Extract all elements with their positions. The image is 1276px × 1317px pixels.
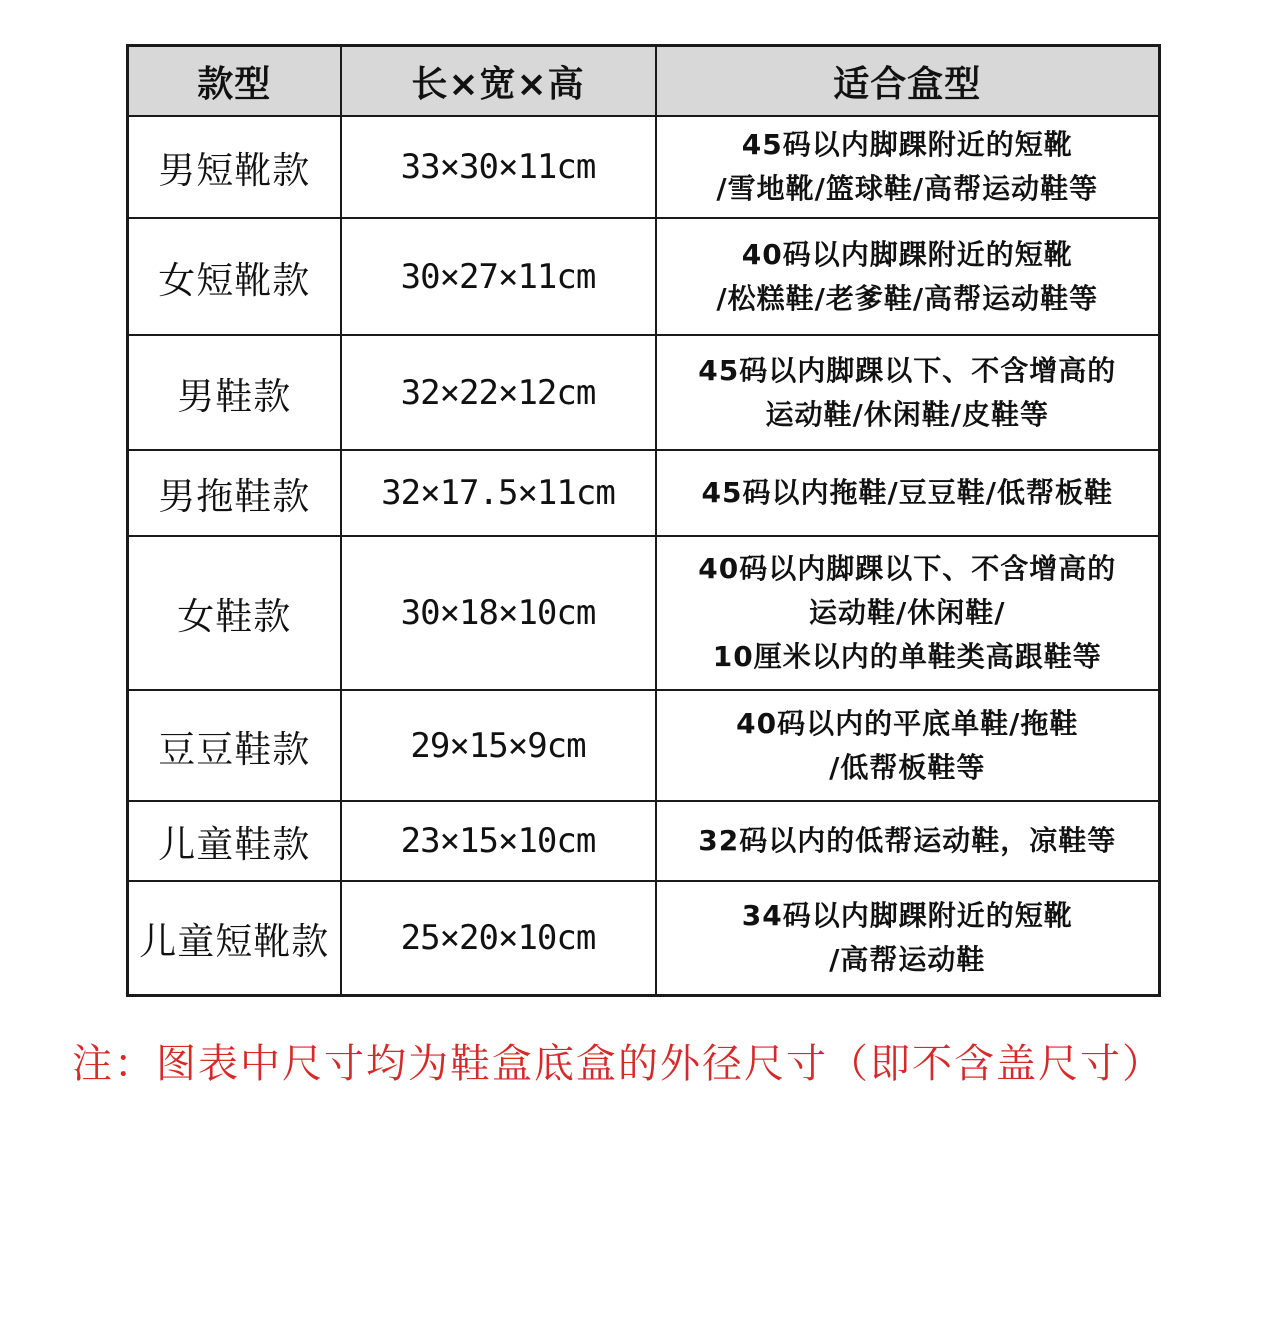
fit-cell [656, 116, 1160, 218]
dimensions-cell: 33×30×11cm [341, 116, 656, 218]
table-row [128, 536, 1160, 690]
table-row [128, 335, 1160, 450]
fit-line: 32码以内的低帮运动鞋，凉鞋等 [698, 824, 1117, 857]
fit-cell [656, 536, 1160, 690]
fit-cell [656, 690, 1160, 801]
style-cell: 儿童鞋款 [128, 801, 341, 881]
table-row [128, 116, 1160, 218]
dimensions-cell: 32×17.5×11cm [341, 450, 656, 536]
fit-cell [656, 450, 1160, 536]
style-cell: 豆豆鞋款 [128, 690, 341, 801]
table-row [128, 690, 1160, 801]
fit-line: 40码以内脚踝以下、不含增高的 [698, 552, 1117, 585]
shoe-box-size-table [126, 44, 1161, 997]
style-cell: 男拖鞋款 [128, 450, 341, 536]
fit-cell [656, 218, 1160, 335]
dimensions-cell: 32×22×12cm [341, 335, 656, 450]
dimensions-cell: 30×27×11cm [341, 218, 656, 335]
table-row [128, 881, 1160, 995]
style-cell: 男鞋款 [128, 335, 341, 450]
style-cell: 女短靴款 [128, 218, 341, 335]
fit-line: 34码以内脚踝附近的短靴 [741, 898, 1073, 932]
fit-line: 45码以内脚踝以下、不含增高的 [698, 353, 1117, 387]
style-cell: 儿童短靴款 [128, 881, 341, 995]
header-style: 款型 [128, 46, 341, 117]
fit-line: /松糕鞋/老爹鞋/高帮运动鞋等 [716, 281, 1099, 315]
fit-line: 40码以内的平底单鞋/拖鞋 [736, 706, 1079, 740]
dimensions-cell: 23×15×10cm [341, 801, 656, 881]
fit-line: 40码以内脚踝附近的短靴 [741, 237, 1073, 271]
style-cell: 女鞋款 [128, 536, 341, 690]
fit-line: 45码以内脚踝附近的短靴 [741, 128, 1073, 161]
header-dimensions: 长×宽×高 [341, 46, 656, 117]
dimensions-cell: 25×20×10cm [341, 881, 656, 995]
fit-cell [656, 335, 1160, 450]
table-body [128, 116, 1160, 995]
header-fit: 适合盒型 [656, 46, 1160, 117]
table-row [128, 450, 1160, 536]
fit-line: /雪地靴/篮球鞋/高帮运动鞋等 [716, 172, 1099, 205]
dimensions-cell: 30×18×10cm [341, 536, 656, 690]
fit-cell [656, 881, 1160, 995]
size-footnote: 注：图表中尺寸均为鞋盒底盒的外径尺寸（即不含盖尺寸） [72, 1041, 1164, 1087]
fit-line: 10厘米以内的单鞋类高跟鞋等 [712, 640, 1102, 673]
table-row [128, 801, 1160, 881]
fit-line: /高帮运动鞋 [829, 942, 986, 976]
dimensions-cell: 29×15×9cm [341, 690, 656, 801]
table-row [128, 218, 1160, 335]
fit-cell [656, 801, 1160, 881]
fit-line: 运动鞋/休闲鞋/ [809, 596, 1006, 629]
style-cell: 男短靴款 [128, 116, 341, 218]
fit-line: 运动鞋/休闲鞋/皮鞋等 [765, 397, 1049, 431]
fit-line: /低帮板鞋等 [829, 750, 986, 784]
fit-line: 45码以内拖鞋/豆豆鞋/低帮板鞋 [701, 476, 1113, 509]
table-header-row [128, 46, 1160, 117]
